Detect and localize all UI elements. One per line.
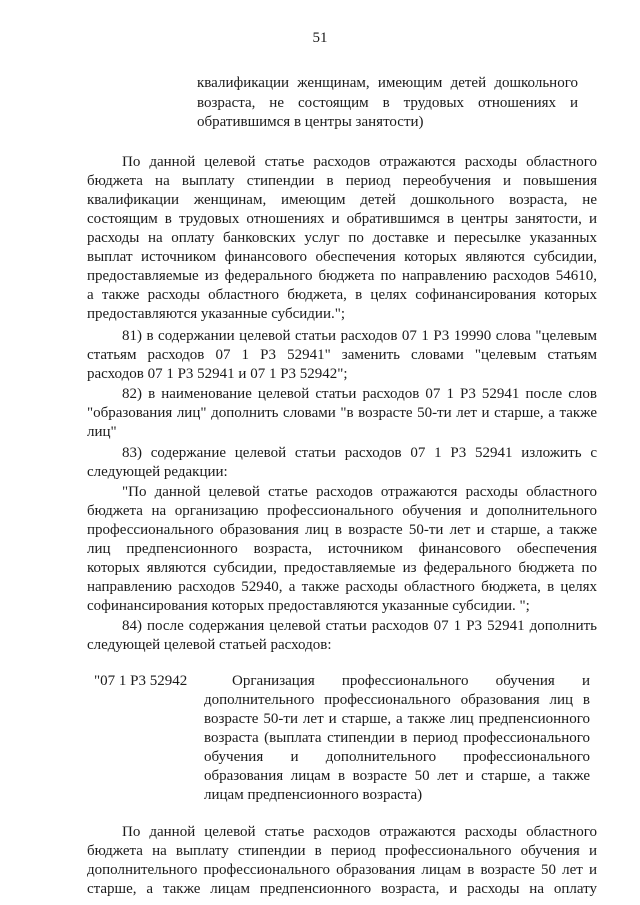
paragraph-line: лиц предпенсионного возраста, источником финансового обеспечения — [87, 541, 597, 557]
paragraph-line: "По данной целевой статье расходов отражаются расходы областного — [122, 484, 597, 500]
paragraph-line: статьям расходов 07 1 Р3 52941" заменить словами "целевым статьям — [87, 347, 597, 363]
entry-code: "07 1 Р3 52942 — [94, 673, 188, 689]
paragraph-line: направлению расходов 52940, а также расходы областного бюджета, в целях — [87, 579, 597, 595]
paragraph-line: предоставляются указанные субсидии."; — [87, 306, 346, 322]
paragraph-line: а также расходы областного бюджета, в целях софинансирования которых — [87, 287, 597, 303]
paragraph-line: квалификации женщинам, имеющим детей дошкольного возраста, не — [87, 192, 597, 208]
paragraph-line: 83) содержание целевой статьи расходов 07 1 Р3 52941 изложить с — [122, 445, 597, 461]
paragraph-line: профессионального образования лиц в возрасте 50-ти лет и старше, а также — [87, 522, 597, 538]
paragraph-line: расходы на оплату банковских услуг по доставке и пересылке указанных — [87, 230, 597, 246]
paragraph-line: софинансирования которых предоставляются указанные субсидии. "; — [87, 598, 530, 614]
paragraph-line: 81) в содержании целевой статьи расходов 07 1 Р3 19990 слова "целевым — [122, 328, 597, 344]
paragraph-line: следующей целевой статьей расходов: — [87, 637, 332, 653]
top-block-line: обратившимся в центры занятости) — [197, 114, 424, 130]
paragraph-line: расходов 07 1 Р3 52941 и 07 1 Р3 52942"; — [87, 366, 348, 382]
paragraph-line: дополнительного профессионального образования лицам в возрасте 50 лет и — [87, 862, 597, 878]
paragraph-line: По данной целевой статье расходов отражаются расходы областного — [122, 154, 597, 170]
page-number: 51 — [312, 30, 328, 46]
paragraph-line: следующей редакции: — [87, 464, 228, 480]
paragraph-line: состоящим в трудовых отношениях и обратившимся в центры занятости, и — [87, 211, 597, 227]
paragraph-line: По данной целевой статье расходов отражаются расходы областного — [122, 824, 597, 840]
paragraph-line: предоставляемые из федерального бюджета по направлению расходов 54610, — [87, 268, 597, 284]
entry-description-line: Организация профессионального обучения и — [232, 673, 590, 689]
paragraph-line: 82) в наименование целевой статьи расходов 07 1 Р3 52941 после слов — [122, 386, 597, 402]
entry-description-line: лицам предпенсионного возраста) — [204, 787, 423, 803]
paragraph-line: бюджета на выплату стипендии в период профессионального обучения и — [87, 843, 597, 859]
entry-description-line: образования лицам в возрасте 50 лет и старше, а также — [204, 768, 590, 784]
top-block-line: квалификации женщинам, имеющим детей дошкольного — [197, 75, 578, 91]
paragraph-line: бюджета на организацию профессионального обучения и дополнительного — [87, 503, 597, 519]
entry-description-line: дополнительного профессионального образования лиц в — [204, 692, 590, 708]
paragraph-line: которых являются субсидии, предоставляемые из федерального бюджета по — [87, 560, 597, 576]
entry-description-line: возрасте 50-ти лет и старше, а также лиц предпенсионного — [204, 711, 590, 727]
entry-description-line: обучения и дополнительного профессионального — [204, 749, 590, 765]
top-block-line: возраста, не состоящим в трудовых отношениях и — [197, 95, 578, 111]
paragraph-line: "образования лиц" дополнить словами "в возрасте 50-ти лет и старше, а также — [87, 405, 597, 421]
paragraph-line: бюджета на выплату стипендии в период переобучения и повышения — [87, 173, 597, 189]
paragraph-line: 84) после содержания целевой статьи расходов 07 1 Р3 52941 дополнить — [122, 618, 597, 634]
paragraph-line: лиц" — [87, 424, 117, 440]
paragraph-line: выплат источником финансового обеспечения которых являются субсидии, — [87, 249, 597, 265]
paragraph-line: старше, а также лицам предпенсионного возраста, и расходы на оплату — [87, 881, 597, 897]
entry-description-line: возраста (выплата стипендии в период профессионального — [204, 730, 590, 746]
